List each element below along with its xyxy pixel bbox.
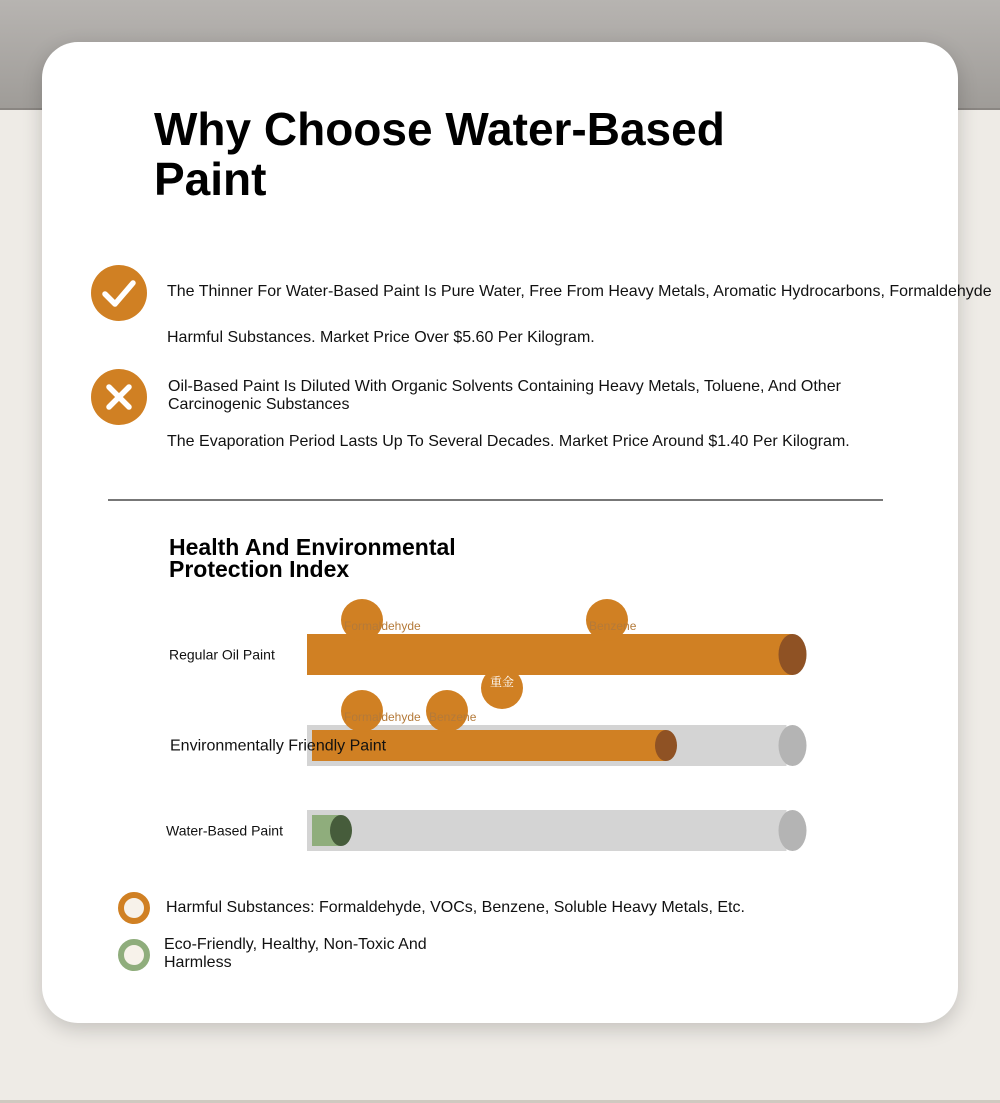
- legend-eco-label: Eco-Friendly, Healthy, Non-Toxic And Harmless: [164, 936, 427, 971]
- chart-marker-label: Benzene: [589, 619, 637, 633]
- chart-category-label: Regular Oil Paint: [169, 646, 275, 663]
- chart-track-cap: [779, 810, 807, 851]
- chart-title: Health And Environmental Protection Index: [169, 534, 456, 582]
- water-paint-desc-1: The Thinner For Water-Based Paint Is Pure Water, Free From Heavy Metals, Aromatic Hydrocarbons, Formaldehyde: [167, 283, 992, 300]
- chart-category-label: Environmentally Friendly Paint: [170, 737, 387, 755]
- oil-paint-desc-1: Oil-Based Paint Is Diluted With Organic Solvents Containing Heavy Metals, Toluene, And Other Carcinogenic Substances: [168, 378, 841, 413]
- water-paint-desc-2: Harmful Substances. Market Price Over $5.60 Per Kilogram.: [167, 329, 595, 346]
- chart-marker-label: Formaldehyde: [344, 619, 421, 633]
- chart-marker-label: Benzene: [429, 710, 477, 724]
- chart-track: [307, 810, 787, 851]
- legend-harmful-label: Harmful Substances: Formaldehyde, VOCs, Benzene, Soluble Heavy Metals, Etc.: [166, 899, 745, 916]
- chart-bar-cap: [779, 634, 807, 675]
- chart-marker-label: 重金: [489, 675, 515, 689]
- chart-marker-label: Formaldehyde: [344, 710, 421, 724]
- chart-track-cap: [779, 725, 807, 766]
- legend-harmful-icon: [118, 892, 150, 924]
- chart-bar-cap: [330, 815, 352, 846]
- chart-bar: [307, 634, 793, 675]
- chart-category-label: Water-Based Paint: [166, 822, 283, 839]
- chart-bar-cap: [655, 730, 677, 761]
- page-title: Why Choose Water-Based Paint: [154, 103, 725, 205]
- oil-paint-desc-2: The Evaporation Period Lasts Up To Several Decades. Market Price Around $1.40 Per Kilogram.: [167, 433, 850, 450]
- legend-eco-icon: [118, 939, 150, 971]
